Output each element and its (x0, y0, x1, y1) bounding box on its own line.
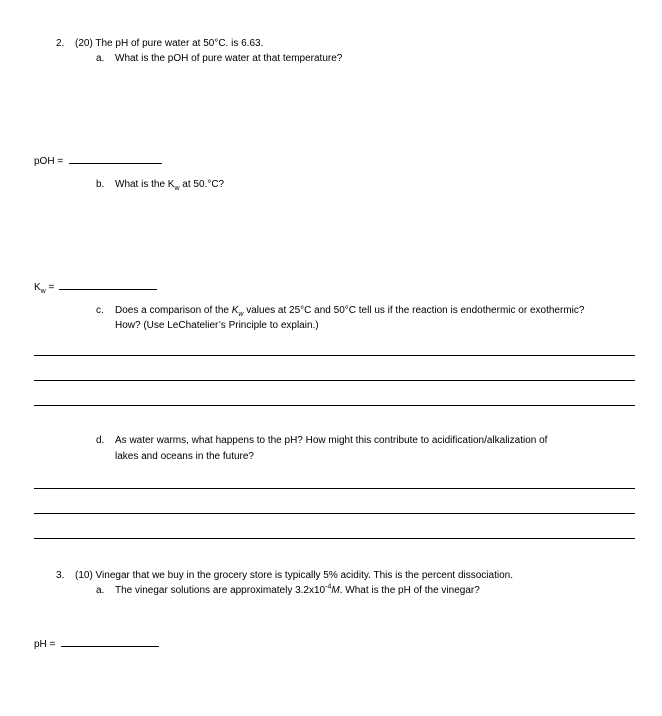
answer-line-2c-1[interactable] (34, 355, 635, 356)
question-2a-text: What is the pOH of pure water at that temperature? (115, 53, 343, 64)
kw-answer-blank[interactable] (59, 280, 157, 290)
question-2-header: (20) The pH of pure water at 50°C. is 6.63. (75, 38, 264, 49)
question-2c-line1: Does a comparison of the $K_w$ values at 25°C and 50°C tell us if the reaction is endothermic or exothermic? (115, 305, 585, 318)
answer-line-2c-2[interactable] (34, 380, 635, 381)
question-2d-line2: lakes and oceans in the future? (115, 451, 254, 462)
question-2d-line1: As water warms, what happens to the pH? How might this contribute to acidification/alkalization of (115, 435, 548, 446)
ph-answer-row (34, 637, 159, 651)
question-3-header: (10) Vinegar that we buy in the grocery store is typically 5% acidity. This is the percent dissociation. (75, 570, 513, 581)
poh-answer-label: pOH = (34, 156, 64, 167)
poh-answer-blank[interactable] (69, 154, 162, 164)
answer-line-2c-3[interactable] (34, 405, 635, 406)
question-2b-text: What is the $K_w$ at 50.°C? (115, 179, 225, 192)
ph-answer-label: pH = (34, 639, 56, 650)
answer-line-2d-2[interactable] (34, 513, 635, 514)
question-2c-line2: How? (Use LeChatelier’s Principle to explain.) (115, 320, 319, 331)
answer-line-2d-1[interactable] (34, 488, 635, 489)
question-2b-letter: b. (96, 179, 105, 190)
question-2a-letter: a. (96, 53, 105, 64)
answer-line-2d-3[interactable] (34, 538, 635, 539)
question-2c-letter: c. (96, 305, 104, 316)
kw-answer-row (34, 280, 157, 294)
poh-answer-row (34, 154, 162, 168)
question-3-number: 3. (56, 570, 65, 581)
kw-answer-label: $K_w$ = (34, 282, 55, 295)
question-3a-text: The vinegar solutions are approximately $3.2x10^{-4}M$. What is the pH of the vinegar? (115, 583, 480, 596)
question-3a-letter: a. (96, 585, 105, 596)
question-2d-letter: d. (96, 435, 105, 446)
question-2-number: 2. (56, 38, 65, 49)
ph-answer-blank[interactable] (61, 637, 159, 647)
